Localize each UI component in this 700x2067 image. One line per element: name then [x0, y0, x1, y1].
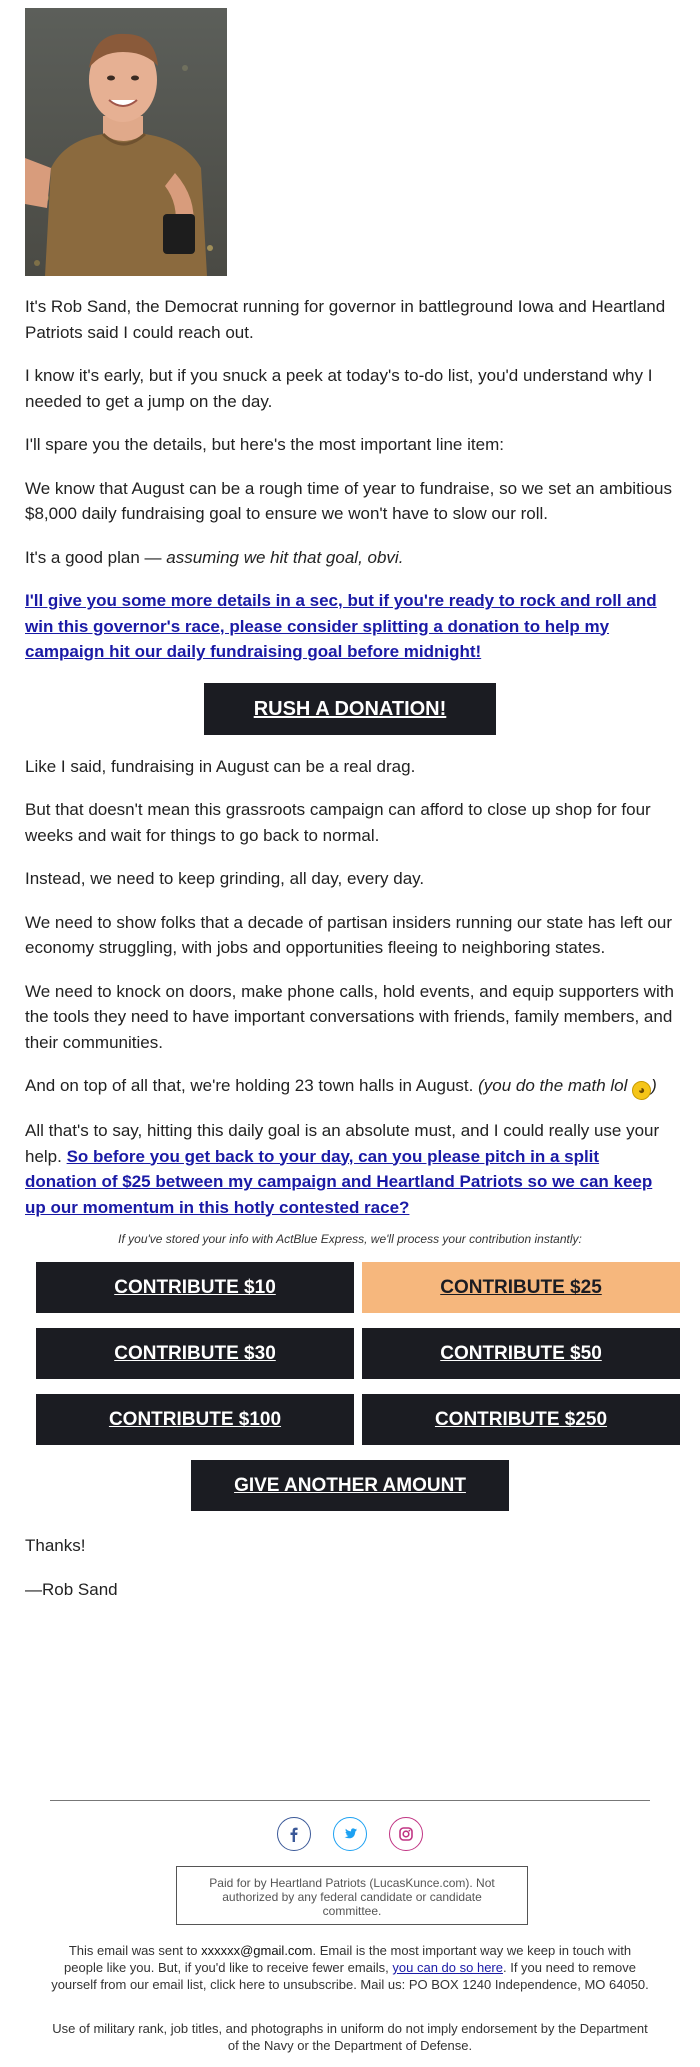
- rob-sand-selfie-image: [25, 8, 227, 276]
- signature: —Rob Sand: [25, 1579, 118, 1599]
- paragraph: We need to knock on doors, make phone calls, hold events, and equip supporters with the tools they need to have important conversations with friends, family members, and their communities.: [25, 981, 674, 1052]
- fewer-emails-link[interactable]: you can do so here: [392, 1960, 503, 1975]
- donation-link-daily-goal[interactable]: I'll give you some more details in a sec, but if you're ready to rock and roll and win this governor's race, please consider splitting a donation to help my campaign hit our daily fundraising goal before midnight!: [25, 591, 657, 661]
- rush-donation-button[interactable]: RUSH A DONATION!: [204, 683, 496, 735]
- paragraph: I'll spare you the details, but here's the most important line item:: [25, 435, 504, 454]
- actblue-note: If you've stored your info with ActBlue Express, we'll process your contribution instantly:: [118, 1232, 582, 1246]
- paragraph: [25, 545, 675, 571]
- paragraph: We know that August can be a rough time of year to fundraise, so we set an ambitious $8,000 daily fundraising goal to ensure we won't have to slow our roll.: [25, 478, 672, 523]
- paragraph: I know it's early, but if you snuck a peek at today's to-do list, you'd understand why I needed to get a jump on the day.: [25, 366, 653, 411]
- paragraph-emphasis: assuming we hit that goal, obvi.: [166, 547, 404, 567]
- give-another-amount-button[interactable]: GIVE ANOTHER AMOUNT: [191, 1460, 509, 1511]
- paragraph-emphasis: (you do the math lol: [478, 1076, 628, 1095]
- paragraph-text: And on top of all that, we're holding 23 town halls in August.: [25, 1076, 479, 1095]
- intro-paragraph: It's Rob Sand, the Democrat running for governor in battleground Iowa and Heartland Patriots said I could reach out.: [25, 297, 666, 342]
- contribute-50-button[interactable]: CONTRIBUTE $50: [362, 1328, 680, 1379]
- paragraph: Like I said, fundraising in August can be a real drag.: [25, 756, 416, 776]
- recipient-email: xxxxxx@gmail.com: [201, 1943, 313, 1958]
- paragraph: We need to show folks that a decade of partisan insiders running our state has left our economy struggling, with jobs and opportunities fleeing to neighboring states.: [25, 912, 673, 957]
- email-footer-text: [50, 1942, 650, 1993]
- paragraph-text: It's a good plan —: [25, 547, 167, 567]
- social-links: [0, 1817, 700, 1851]
- paragraph-emphasis-close: ): [651, 1076, 657, 1095]
- contribute-button-grid: [36, 1262, 675, 1445]
- paragraph: [25, 1118, 675, 1220]
- footer-text: . If you need to remove yourself from our email list, click here to unsubscribe. Mail us: PO BOX 1240 Independence, MO 64050.: [51, 1960, 649, 1992]
- contribute-25-button[interactable]: CONTRIBUTE $25: [362, 1262, 680, 1313]
- donation-link-split-25[interactable]: So before you get back to your day, can you please pitch in a split donation of $25 between my campaign and Heartland Patriots so we can keep up our momentum in this hotly contested race?: [25, 1146, 653, 1217]
- instagram-icon[interactable]: [389, 1817, 423, 1851]
- footer-text: . Email is the most important way we keep in touch with people like you. But, if you'd like to receive fewer emails,: [64, 1943, 632, 1975]
- hero-photo: [25, 8, 227, 276]
- wink-emoji-icon: ◕: [632, 1081, 651, 1100]
- contribute-100-button[interactable]: CONTRIBUTE $100: [36, 1394, 354, 1445]
- footer-divider: [50, 1800, 650, 1801]
- twitter-icon[interactable]: [333, 1817, 367, 1851]
- contribute-10-button[interactable]: CONTRIBUTE $10: [36, 1262, 354, 1313]
- military-disclaimer: Use of military rank, job titles, and photographs in uniform do not imply endorsement by the Department of the Navy or the Department of Defense.: [52, 2021, 648, 2053]
- paid-for-disclaimer: Paid for by Heartland Patriots (LucasKunce.com). Not authorized by any federal candidate or candidate committee.: [176, 1866, 528, 1925]
- footer-text: This email was sent to: [68, 1943, 202, 1958]
- email-body: [25, 294, 675, 1620]
- contribute-250-button[interactable]: CONTRIBUTE $250: [362, 1394, 680, 1445]
- paragraph: Instead, we need to keep grinding, all day, every day.: [25, 869, 425, 888]
- contribute-30-button[interactable]: CONTRIBUTE $30: [36, 1328, 354, 1379]
- paragraph: [25, 588, 675, 665]
- paragraph: [25, 1073, 675, 1100]
- facebook-icon[interactable]: [277, 1817, 311, 1851]
- paragraph-text: All that's to say, hitting this daily goal is an absolute must, and I could really use your help.: [25, 1121, 660, 1166]
- paragraph: But that doesn't mean this grassroots campaign can afford to close up shop for four weeks and wait for things to go back to normal.: [25, 800, 651, 845]
- closing-thanks: Thanks!: [25, 1536, 86, 1555]
